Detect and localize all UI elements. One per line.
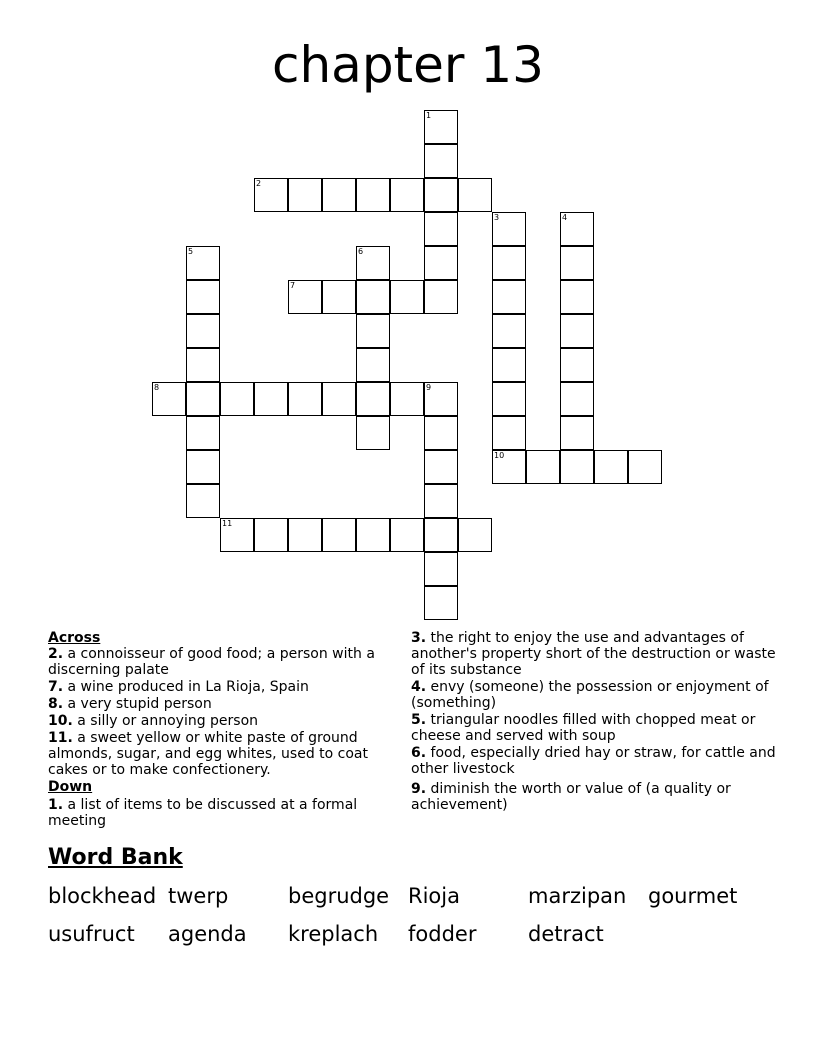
clue-text: triangular noodles filled with chopped meat or cheese and served with soup [411, 712, 756, 744]
crossword-cell[interactable] [492, 246, 526, 280]
clue-number-label: 11 [222, 519, 233, 528]
crossword-cell[interactable] [424, 484, 458, 518]
crossword-cell[interactable] [356, 348, 390, 382]
clue-number: 7. [48, 679, 64, 695]
crossword-cell[interactable] [560, 450, 594, 484]
crossword-cell[interactable] [424, 178, 458, 212]
clue-text: envy (someone) the possession or enjoyment of (something) [411, 679, 769, 711]
clue-across-10 [48, 713, 398, 729]
crossword-cell[interactable] [424, 110, 458, 144]
crossword-cell[interactable] [390, 178, 424, 212]
crossword-cell[interactable] [424, 552, 458, 586]
crossword-cell[interactable] [356, 280, 390, 314]
crossword-cell[interactable] [390, 518, 424, 552]
word-bank-word: blockhead [48, 884, 157, 908]
crossword-cell[interactable] [356, 178, 390, 212]
crossword-cell[interactable] [152, 382, 186, 416]
clue-down-5 [411, 712, 776, 744]
crossword-cell[interactable] [424, 382, 458, 416]
clue-across-8 [48, 696, 398, 712]
clue-down-4 [411, 679, 776, 711]
page-title: chapter 13 [272, 36, 544, 94]
crossword-cell[interactable] [560, 314, 594, 348]
crossword-cell[interactable] [288, 178, 322, 212]
crossword-cell[interactable] [254, 178, 288, 212]
crossword-cell[interactable] [458, 178, 492, 212]
word-bank-word: detract [528, 922, 604, 946]
crossword-cell[interactable] [186, 246, 220, 280]
clue-number-label: 7 [290, 281, 296, 290]
word-bank-word: marzipan [528, 884, 627, 908]
clue-number: 1. [48, 797, 64, 813]
crossword-cell[interactable] [356, 416, 390, 450]
crossword-cell[interactable] [492, 450, 526, 484]
crossword-cell[interactable] [356, 246, 390, 280]
crossword-cell[interactable] [186, 348, 220, 382]
word-bank-word: agenda [168, 922, 247, 946]
crossword-cell[interactable] [492, 416, 526, 450]
clue-text: the right to enjoy the use and advantages of another's property short of the destruction or waste of its substance [411, 630, 776, 678]
clue-number-label: 6 [358, 247, 364, 256]
clue-number-label: 3 [494, 213, 500, 222]
clue-text: a silly or annoying person [77, 713, 259, 729]
crossword-cell[interactable] [628, 450, 662, 484]
clue-down-9 [411, 781, 776, 813]
word-bank-title: Word Bank [48, 845, 183, 870]
crossword-cell[interactable] [220, 518, 254, 552]
across-heading: Across [48, 630, 101, 646]
clue-text: a list of items to be discussed at a formal meeting [48, 797, 358, 829]
crossword-cell[interactable] [492, 212, 526, 246]
word-bank-word: gourmet [648, 884, 738, 908]
clue-number-label: 5 [188, 247, 194, 256]
crossword-cell[interactable] [424, 450, 458, 484]
crossword-cell[interactable] [186, 450, 220, 484]
crossword-cell[interactable] [356, 518, 390, 552]
crossword-cell[interactable] [186, 382, 220, 416]
clue-number-label: 2 [256, 179, 262, 188]
crossword-cell[interactable] [390, 382, 424, 416]
crossword-cell[interactable] [560, 416, 594, 450]
crossword-cell[interactable] [288, 518, 322, 552]
crossword-cell[interactable] [424, 586, 458, 620]
clue-number-label: 4 [562, 213, 568, 222]
crossword-cell[interactable] [492, 348, 526, 382]
crossword-cell[interactable] [560, 348, 594, 382]
crossword-cell[interactable] [186, 314, 220, 348]
crossword-cell[interactable] [424, 144, 458, 178]
clues-left-column [48, 630, 398, 830]
clue-across-7 [48, 679, 398, 695]
clue-number: 6. [411, 745, 427, 761]
crossword-cell[interactable] [186, 416, 220, 450]
crossword-cell[interactable] [492, 382, 526, 416]
down-heading: Down [48, 779, 93, 795]
word-bank-word: twerp [168, 884, 229, 908]
word-bank-word: usufruct [48, 922, 135, 946]
crossword-cell[interactable] [356, 382, 390, 416]
clue-down-6 [411, 745, 776, 777]
crossword-cell[interactable] [492, 314, 526, 348]
crossword-cell[interactable] [424, 518, 458, 552]
crossword-cell[interactable] [288, 280, 322, 314]
clue-text: a connoisseur of good food; a person with a discerning palate [48, 646, 375, 678]
clue-text: a wine produced in La Rioja, Spain [67, 679, 309, 695]
clue-number-label: 9 [426, 383, 432, 392]
clue-number-label: 1 [426, 111, 432, 120]
clue-number-label: 8 [154, 383, 160, 392]
crossword-cell[interactable] [254, 382, 288, 416]
word-bank-word: Rioja [408, 884, 460, 908]
clue-text: diminish the worth or value of (a quality or achievement) [411, 781, 731, 813]
crossword-cell[interactable] [424, 416, 458, 450]
crossword-cell[interactable] [560, 212, 594, 246]
crossword-cell[interactable] [458, 518, 492, 552]
crossword-cell[interactable] [594, 450, 628, 484]
crossword-cell[interactable] [560, 382, 594, 416]
crossword-cell[interactable] [356, 314, 390, 348]
crossword-cell[interactable] [322, 280, 356, 314]
word-bank-word: fodder [408, 922, 477, 946]
crossword-cell[interactable] [424, 246, 458, 280]
clue-number: 9. [411, 781, 427, 797]
crossword-cell[interactable] [424, 212, 458, 246]
crossword-cell[interactable] [322, 382, 356, 416]
crossword-cell[interactable] [186, 280, 220, 314]
clue-number-label: 10 [494, 451, 505, 460]
clue-number: 11. [48, 730, 73, 746]
crossword-cell[interactable] [322, 178, 356, 212]
crossword-cell[interactable] [560, 280, 594, 314]
clue-across-2 [48, 646, 398, 678]
clue-text: food, especially dried hay or straw, for cattle and other livestock [411, 745, 776, 777]
crossword-cell[interactable] [254, 518, 288, 552]
clue-text: a very stupid person [67, 696, 212, 712]
clue-across-11 [48, 730, 398, 778]
crossword-cell[interactable] [526, 450, 560, 484]
crossword-cell[interactable] [186, 484, 220, 518]
clue-number: 4. [411, 679, 427, 695]
crossword-cell[interactable] [390, 280, 424, 314]
clue-down-1 [48, 797, 398, 829]
crossword-cell[interactable] [492, 280, 526, 314]
crossword-cell[interactable] [288, 382, 322, 416]
clue-number: 2. [48, 646, 64, 662]
clue-number: 8. [48, 696, 64, 712]
word-bank-word: begrudge [288, 884, 390, 908]
clue-down-3 [411, 630, 776, 678]
clue-number: 5. [411, 712, 427, 728]
clues-right-column [411, 630, 776, 814]
clue-number: 10. [48, 713, 73, 729]
clue-text: a sweet yellow or white paste of ground almonds, sugar, and egg whites, used to coat cakes or to make confectionery. [48, 730, 369, 778]
crossword-cell[interactable] [220, 382, 254, 416]
crossword-cell[interactable] [322, 518, 356, 552]
crossword-cell[interactable] [424, 280, 458, 314]
clue-number: 3. [411, 630, 427, 646]
word-bank-word: kreplach [288, 922, 379, 946]
crossword-cell[interactable] [560, 246, 594, 280]
